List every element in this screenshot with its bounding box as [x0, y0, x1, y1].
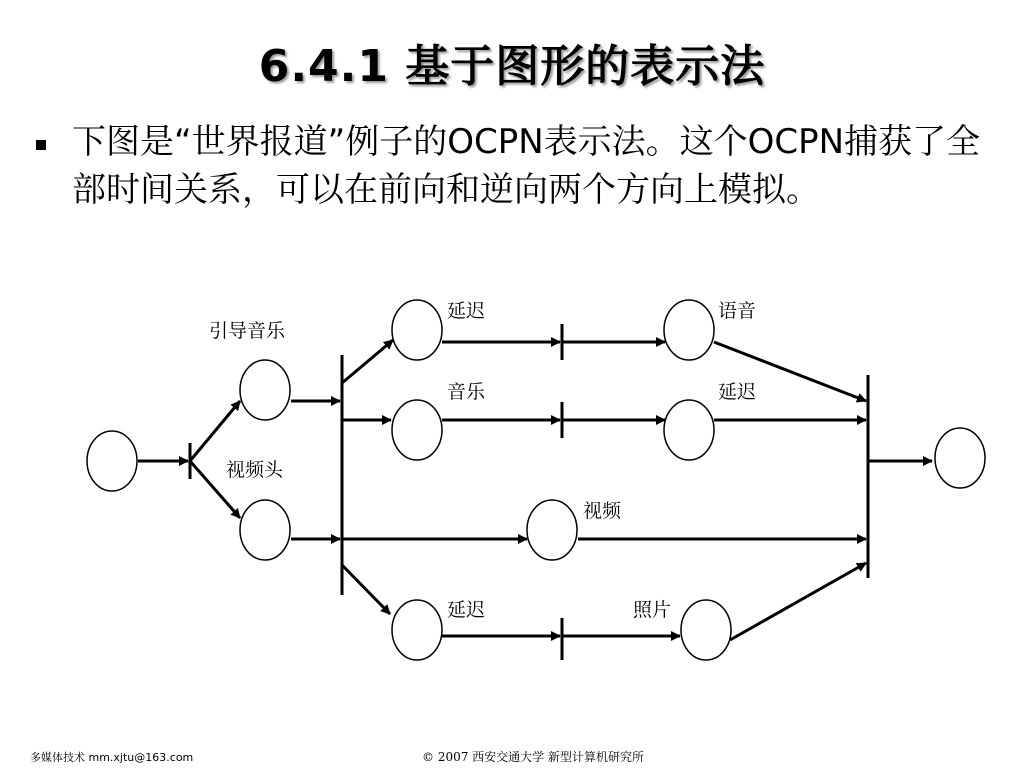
place-video [527, 500, 577, 560]
place-video-head [240, 500, 290, 560]
place-photo [681, 600, 731, 660]
place-delay-top [392, 300, 442, 360]
arc-t2-to-delay-top [342, 340, 393, 383]
label-delay-mid: 延迟 [718, 381, 757, 403]
place-delay-mid [664, 400, 714, 460]
label-lead-music: 引导音乐 [209, 320, 286, 342]
place-delay-bottom [392, 600, 442, 660]
place-end [935, 428, 985, 488]
arc-t1-to-lead-music [190, 401, 240, 461]
label-video-head: 视频头 [226, 459, 284, 481]
arc-t2-to-delay-bottom [342, 565, 390, 614]
label-music: 音乐 [447, 381, 486, 403]
label-photo: 照片 [633, 599, 672, 621]
footer-course-info: 多媒体技术 mm.xjtu@163.com [30, 751, 194, 764]
label-delay-bottom: 延迟 [447, 599, 486, 621]
arc-photo-to-t6 [730, 563, 866, 640]
place-music [392, 400, 442, 460]
place-lead-music [240, 360, 290, 420]
label-speech: 语音 [718, 300, 757, 322]
place-speech [664, 300, 714, 360]
slide-title: 6.4.1 基于图形的表示法 [258, 41, 766, 92]
label-delay-top: 延迟 [447, 300, 486, 322]
label-video: 视频 [583, 500, 622, 522]
place-start [87, 431, 137, 491]
bullet-text: 下图是“世界报道”例子的OCPN表示法。这个OCPN捕获了全部时间关系，可以在前向和逆向两个方向上模拟。 [72, 122, 981, 210]
footer-copyright: © 2007 西安交通大学 新型计算机研究所 [422, 750, 644, 764]
